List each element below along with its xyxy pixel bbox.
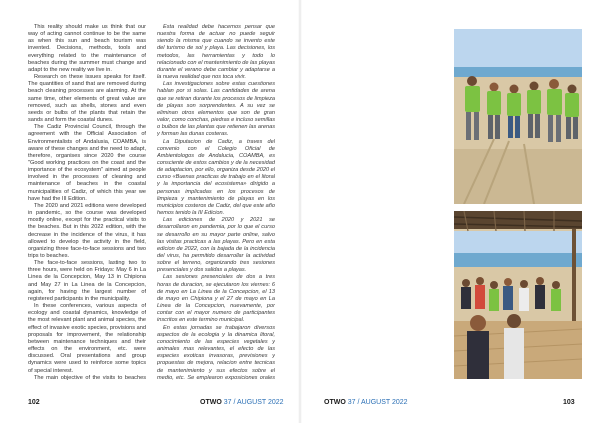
paragraph: Las investigaciones sobre estas cuestiones hablan por si solas. Las cantidades de arena que se retiran durante los procesos de limpieza de playas son sorprendentes. A su vez se eliminan otros elementos que son de gran valor, como conchas, piedras e incluso semillas o bulbos de las plantas que retienen las arenas y forman las dunas costeras. <box>157 81 275 138</box>
paragraph: The 2020 and 2021 editions were developed in pandemic, so the course was developed mostly online, except for the practical visits to the beaches. But in this 2022 edition, with the decrease in the incidence of the virus, it has allowed to develop the activity in the field, organizing three face-to-face sessions and two trips to beaches. <box>28 202 146 259</box>
paragraph: En estas jornadas se trabajaron diversos aspectos de la ecologia y la dinamica litoral, conocimiento de las especies vegetales y animales mas relevantes, el efecto de las especies exoticas invasoras, previsiones y propuestas de mejora, relacion entre tecnicas de mantenimiento y sus efectos sobre el medio, etc. Se emplearon exposiciones orales <box>157 324 275 380</box>
paragraph: Las ediciones de 2020 y 2021 se desarrollaron en pandemia, por lo que el curso se desarrollo en su mayor parte online, salvo las visitas practicas a las playas. Pero en esta edicion de 2022, con la bajada de la incidencia del virus, ha permitido desarrollar la actividad sobre el terreno, organizando tres sesiones presenciales y dos salidas a playas. <box>157 217 275 274</box>
paragraph: Esta realidad debe hacernos pensar que nuestra forma de actuar no puede seguir siendo la misma que cuando se invento este del turismo de sol y playa. Las decisiones, los metodos, las herramientas y todo lo relacionado con el mantenimiento de las playas durante el verano debe cambiar y adaptarse a la nueva realidad que nos toca vivir. <box>157 24 275 81</box>
paragraph: The main objective of the visits to beaches <box>34 374 146 380</box>
page-number-right: 103 <box>563 399 575 406</box>
magazine-issue: 37 / AUGUST 2022 <box>223 399 284 406</box>
right-page <box>300 0 600 423</box>
pergola-group-illustration <box>454 211 582 379</box>
paragraph: Las sesiones presenciales de dos a tres horas de duracion, se ejecutaron los viernes: 6 de mayo en La Linea de la Concepcion, el 13 de mayo en Chipiona y el 27 de mayo en La Linea de la Concepcion, nuevamente, por contar con el mayor numero de participantes inscritos en este termino municipal. <box>157 274 275 324</box>
pergola-group-photo <box>454 211 582 379</box>
paragraph: Research on these issues speaks for itself. The quantities of sand that are removed during beach cleaning processes are alarming. At the same time, other elements of great value are removed, such as shells, stones and even seeds or bulbs of the plants that retain the sands and form the coastal dunes. <box>28 74 146 124</box>
magazine-name: OTWO <box>200 399 222 406</box>
paragraph: The face-to-face sessions, lasting two to three hours, were held on Fridays: May 6 in La Linea de la Concepcion, May 13 in Chipiona and May 27 in La Linea de la Concepcion, again, for having the largest number of registered participants in the municipality. <box>28 260 146 302</box>
paragraph: La Diputacion de Cadiz, a traves del convenio con el Colegio Oficial de Ambientologos de Andalucia, COAMBA, es consciente de estos cambios y de la necesidad de adaptacion, por ello, organiza desde 2020 el curso «Buenas practicas de trabajo en el litoral y la importancia del ecosistema» dirigido a personas implicadas en los procesos de limpieza y mantenimiento de playas en los municipios costeros de Cadiz, del que este año hemos tenido la III Edicion. <box>157 138 275 217</box>
left-column-spanish <box>157 24 275 380</box>
left-column-english <box>28 24 146 380</box>
beach-workers-photo <box>454 29 582 204</box>
beach-workers-illustration <box>454 29 582 204</box>
magazine-issue: 37 / AUGUST 2022 <box>347 399 408 406</box>
magazine-footer-right <box>324 398 408 407</box>
magazine-footer-left <box>200 398 284 407</box>
page-number-left: 102 <box>28 399 40 406</box>
paragraph: The Cadiz Provincial Council, through the agreement with the Official Association of Environmentalists of Andalusia, COAMBA, is aware of these changes and the need to adapt, therefore, organises since 2020 the course "Good working practices on the coast and the importance of the ecosystem" aimed at people involved in the processes of cleaning and maintenance of beaches in the coastal municipalities of Cadiz, of which this year we have had the III Edition. <box>28 124 146 202</box>
paragraph: In these conferences, various aspects of ecology and coastal dynamics, knowledge of the most relevant plant and animal species, the effect of invasive exotic species, provisions and proposals for improvement, the relationship between maintenance techniques and their effects on the environment, etc. were discussed. Oral presentations and group dynamics were used to reinforce some topics of special interest. <box>28 303 146 374</box>
paragraph: This reality should make us think that our way of acting cannot continue to be the same as when this sun and beach tourism was invented. Decisions, methods, tools and everything related to the maintenance of beaches during the summer must change and adapt to the new reality we live in. <box>28 24 146 73</box>
magazine-name: OTWO <box>324 399 346 406</box>
